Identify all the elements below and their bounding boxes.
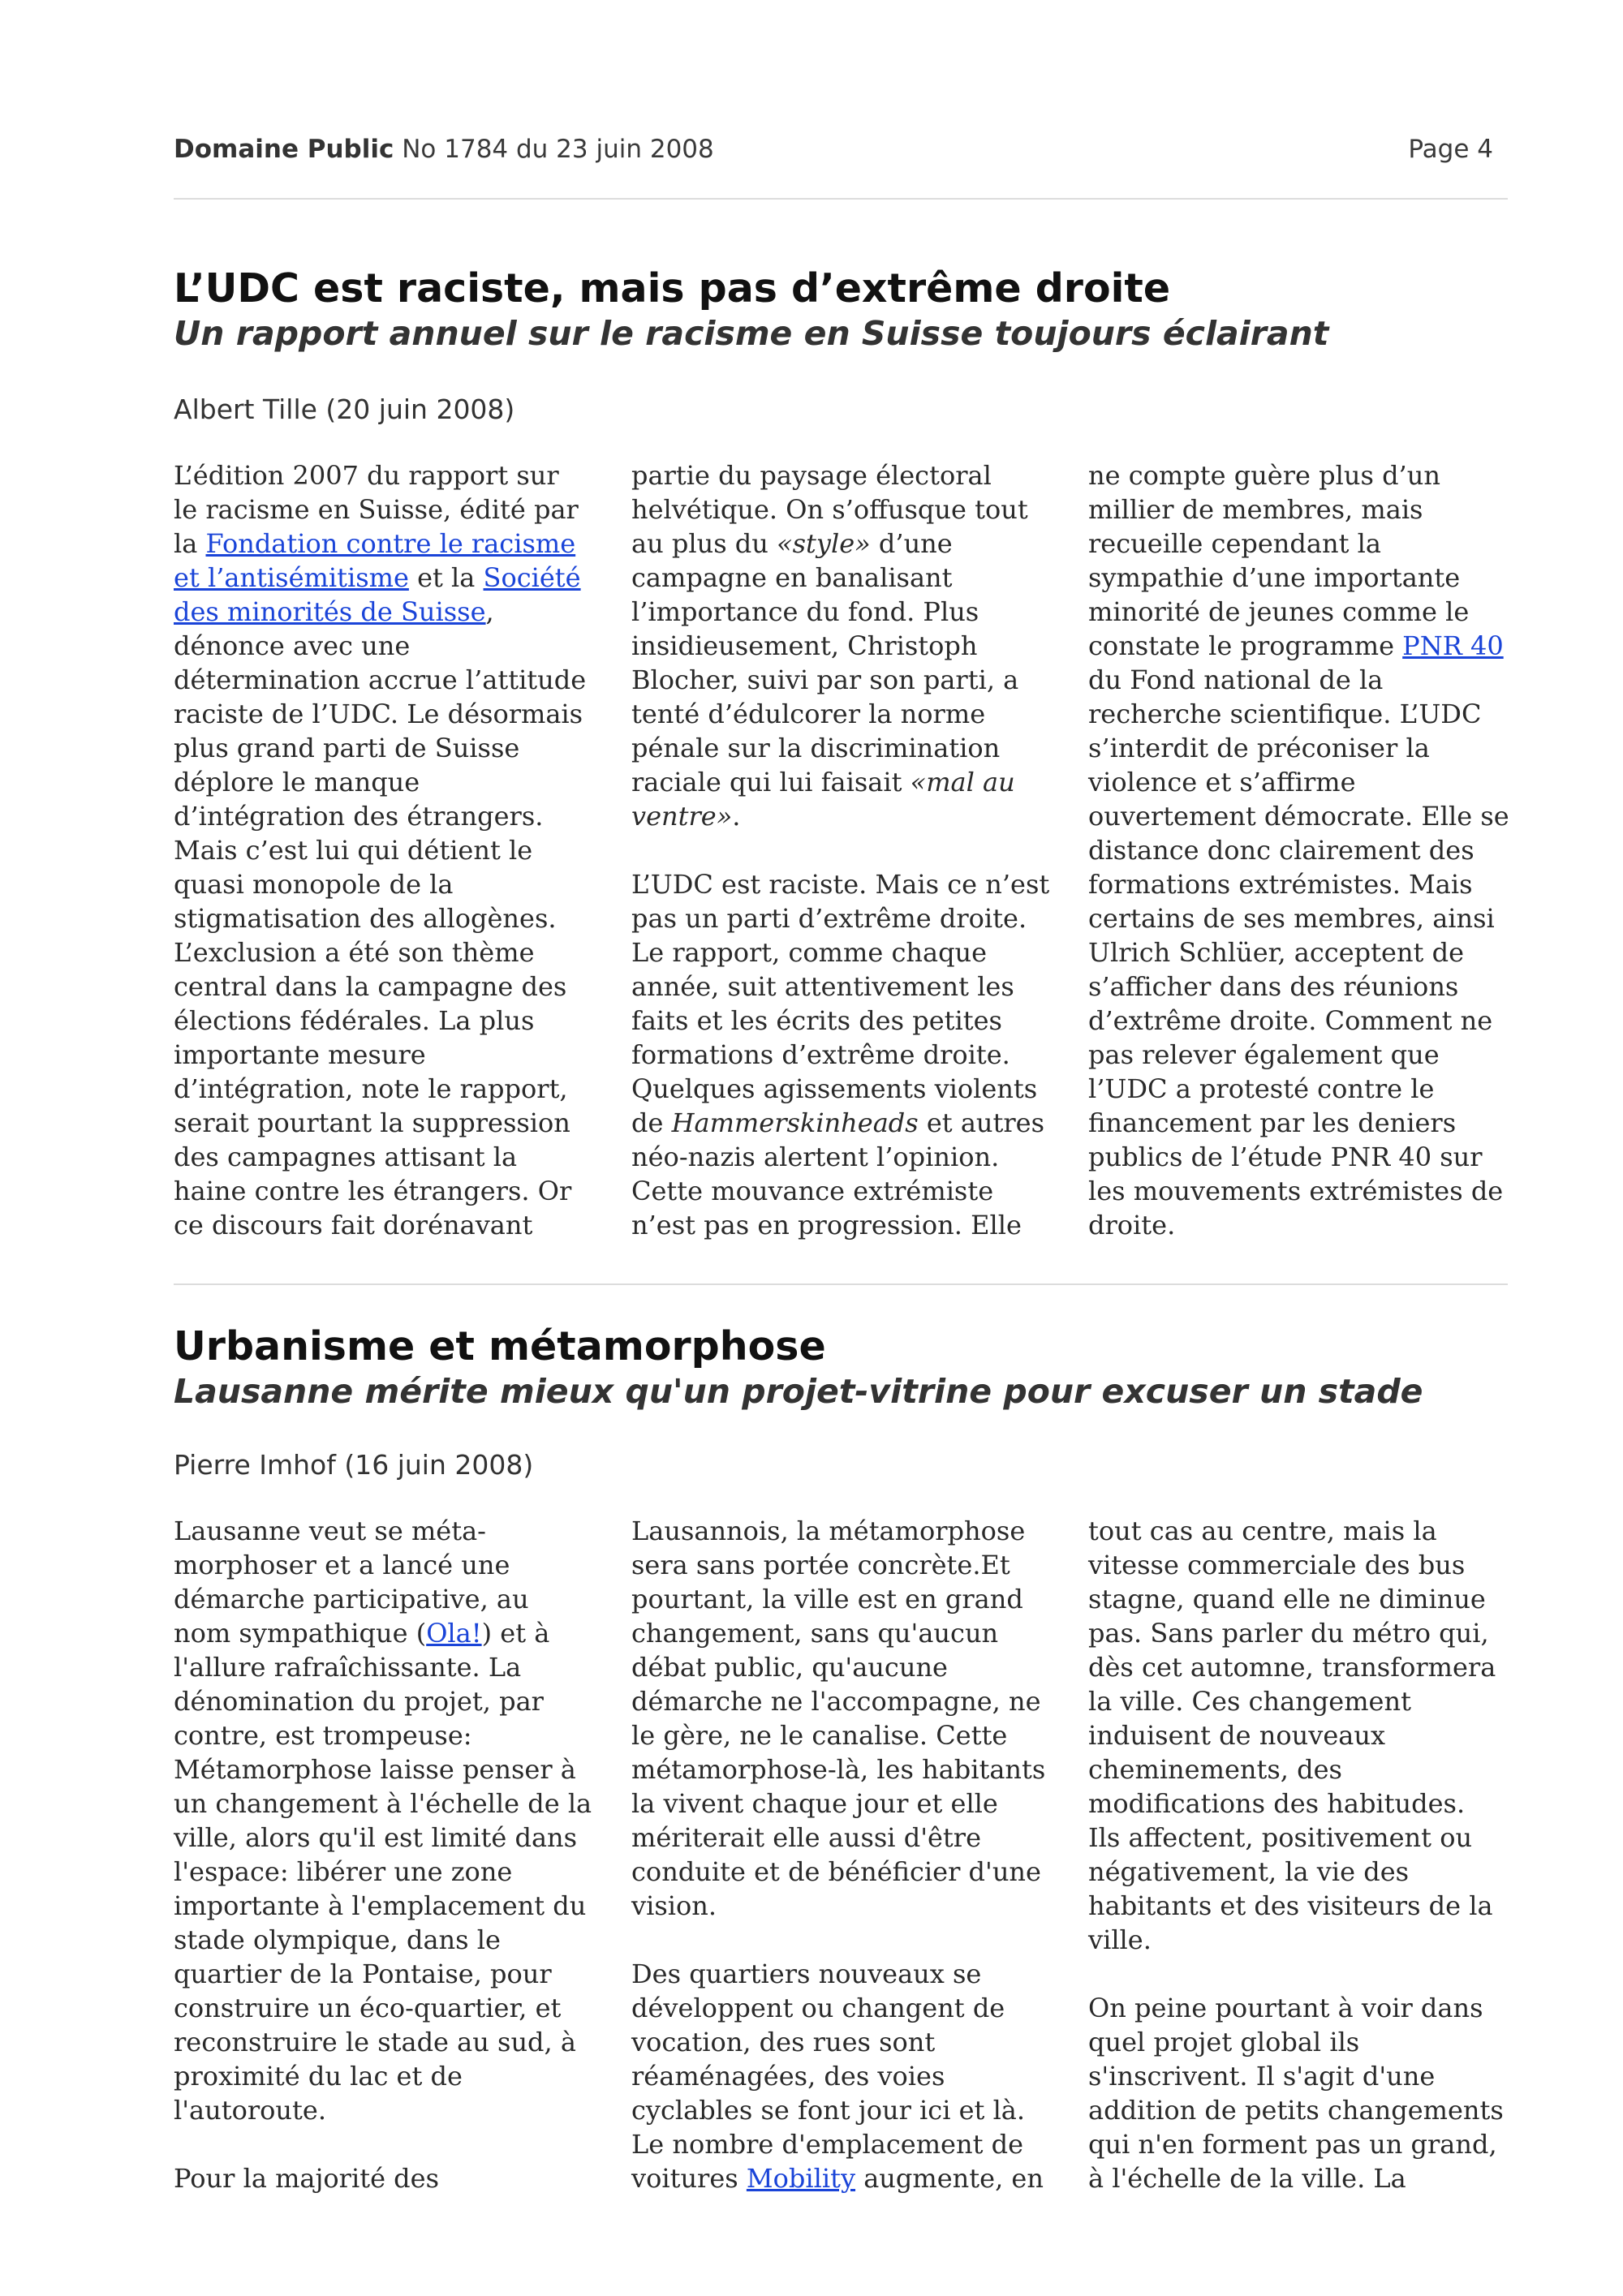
article-column-1 — [174, 1514, 604, 2229]
article-subtitle: Un rapport annuel sur le racisme en Suisse toujours éclairant — [174, 314, 1329, 353]
article-byline: Pierre Imhof (16 juin 2008) — [174, 1449, 534, 1481]
link-fondation-racisme[interactable]: Fondation contre le racisme — [205, 528, 576, 559]
article-subtitle: Lausanne mérite mieux qu'un projet-vitrine pour excuser un stade — [174, 1372, 1423, 1411]
article-column-2 — [631, 458, 1061, 1276]
article-title: L’UDC est raciste, mais pas d’extrême droite — [174, 265, 1171, 312]
article-byline: Albert Tille (20 juin 2008) — [174, 393, 515, 425]
article-urbanisme-byline-wrap — [174, 1449, 1508, 1481]
document-page — [174, 0, 1508, 2296]
link-fondation-racisme-cont[interactable]: et l’antisémitisme — [174, 562, 409, 593]
link-societe-minorites[interactable]: Société — [483, 562, 581, 593]
paragraph: Lausannois, la métamorphose sera sans portée concrète.Et pourtant, la ville est en grand changement, sans qu'aucun débat public, qu'aucune démarche ne l'accompagne, ne le gère, ne le canalise. Cette métamorphose-là, les habitants la vivent chaque jour et elle mériterait elle aussi d'être conduite et de bénéficier d'une vision. — [631, 1516, 1046, 1921]
paragraph: Des quartiers nouveaux se développent ou changent de vocation, des rues sont réaménagées, des voies cyclables se font jour ici et là. Le nombre d'emplacement de voitures Mobility augmente, en — [631, 1958, 1044, 2194]
article-column-3 — [1088, 458, 1518, 1276]
article-column-1 — [174, 458, 604, 1276]
article-column-2 — [631, 1514, 1061, 2229]
paragraph: L’UDC est raciste. Mais ce n’est pas un parti d’extrême droite. Le rapport, comme chaque année, suit attentivement les faits et les écrits des petites formations d’extrême droite. Quelques agissements violents de Hammerskinheads et autres néo-nazis alertent l’opinion. Cette mouvance extrémiste n’est pas en progression. Elle — [631, 869, 1050, 1240]
paragraph: Lausanne veut se méta- morphoser et a lancé une démarche participative, au nom sympathique (Ola!) et à l'allure rafraîchissante. La dénomination du projet, par contre, est trompeuse: Métamorphose laisse penser à un changement à l'échelle de la ville, alors qu'il est limité dans l'espace: libérer une zone importante à l'emplacement du stade olympique, dans le quartier de la Pontaise, pour construire un éco-quartier, et reconstruire le stade au sud, à proximité du lac et de l'autoroute. — [174, 1516, 592, 2126]
page-number: Page 4 — [1408, 135, 1493, 164]
header-divider — [174, 198, 1508, 200]
link-societe-minorites-cont[interactable]: des minorités de Suisse — [174, 596, 486, 627]
article-column-3 — [1088, 1514, 1518, 2229]
paragraph: tout cas au centre, mais la vitesse commerciale des bus stagne, quand elle ne diminue pas. Sans parler du métro qui, dès cet automne, transformera la ville. Ces changement induisent de nouveaux cheminements, des modifications des habitudes. Ils affectent, positivement ou négativement, la vie des habitants et des visiteurs de la ville. — [1088, 1516, 1496, 1955]
paragraph: ne compte guère plus d’un millier de membres, mais recueille cependant la sympathie d’une importante minorité de jeunes comme le constate le programme PNR 40 du Fond national de la recherche scientifique. L’UDC s’interdit de préconiser la violence et s’affirme ouvertement démocrate. Elle se distance donc clairement des formations extrémistes. Mais certains de ses membres, ainsi Ulrich Schlüer, acceptent de s’afficher dans des réunions d’extrême droite. Comment ne pas relever également que l’UDC a protesté contre le financement par les deniers publics de l’étude PNR 40 sur les mouvements extrémistes de droite. — [1088, 460, 1509, 1240]
paragraph: On peine pourtant à voir dans quel projet global ils s'inscrivent. Il s'agit d'une addition de petits changements qui n'en forment pas un grand, à l'échelle de la ville. La — [1088, 1993, 1504, 2194]
article-udc-byline-wrap — [174, 393, 1508, 426]
link-mobility[interactable]: Mobility — [746, 2163, 856, 2194]
article-udc — [174, 264, 1508, 354]
article-title: Urbanisme et métamorphose — [174, 1323, 826, 1369]
paragraph: L’édition 2007 du rapport sur le racisme en Suisse, édité par la Fondation contre le racisme et l’antisémitisme et la Société des minorités de Suisse, dénonce avec une détermination accrue l’attitude raciste de l’UDC. Le désormais plus grand parti de Suisse déplore le manque d’intégration des étrangers. Mais c’est lui qui détient le quasi monopole de la stigmatisation des allogènes. L’exclusion a été son thème central dans la campagne des élections fédérales. La plus importante mesure d’intégration, note le rapport, serait pourtant la suppression des campagnes attisant la haine contre les étrangers. Or ce discours fait dorénavant — [174, 460, 587, 1240]
paragraph: Pour la majorité des — [174, 2163, 440, 2194]
article-divider — [174, 1283, 1508, 1285]
publication-name: Domaine Public — [174, 135, 394, 164]
paragraph: partie du paysage électoral helvétique. On s’offusque tout au plus du «style» d’une campagne en banalisant l’importance du fond. Plus insidieusement, Christoph Blocher, suivi par son parti, a tenté d’édulcorer la norme pénale sur la discrimination raciale qui lui faisait «mal au ventre». — [631, 460, 1028, 832]
link-ola[interactable]: Ola! — [426, 1618, 482, 1649]
issue-info: No 1784 du 23 juin 2008 — [402, 135, 714, 164]
link-pnr-40[interactable]: PNR 40 — [1402, 630, 1504, 661]
article-urbanisme — [174, 1322, 1508, 1412]
running-header — [174, 135, 1508, 164]
